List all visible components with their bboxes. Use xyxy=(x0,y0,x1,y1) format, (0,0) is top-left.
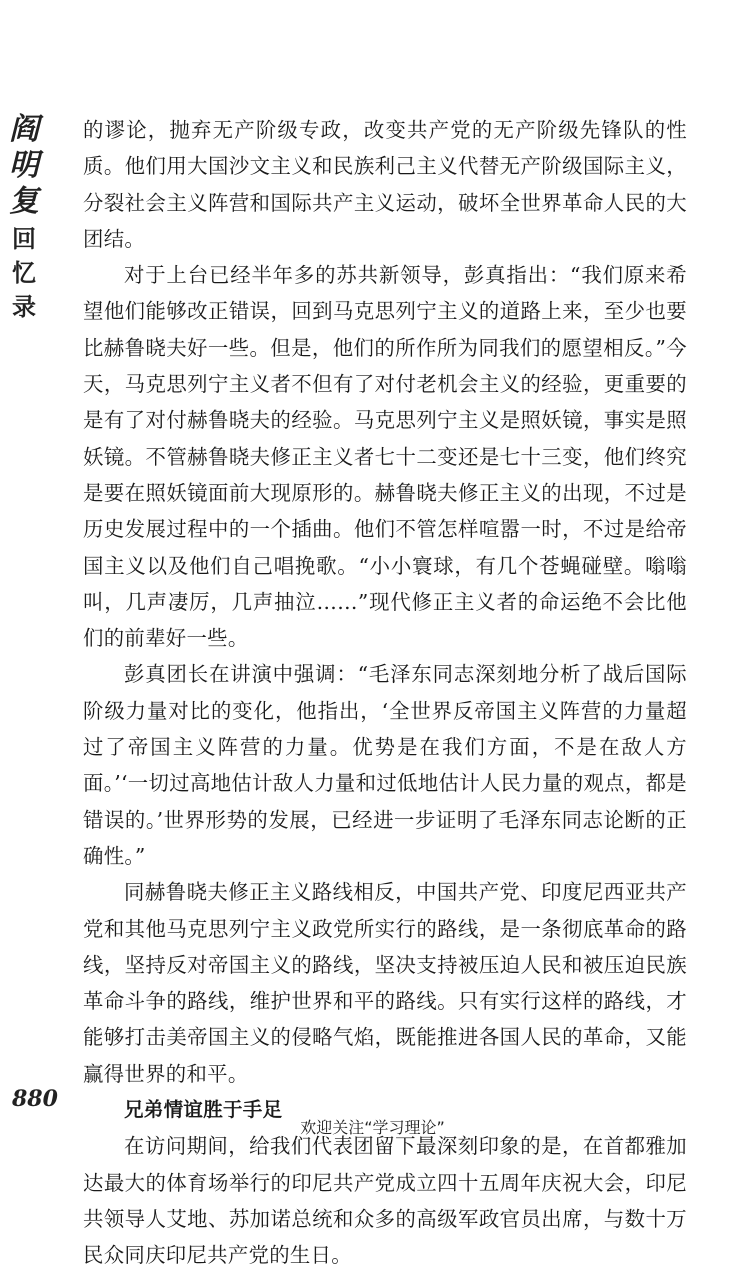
page-number: 880 xyxy=(12,1086,58,1112)
book-title-char: 回 xyxy=(12,225,36,253)
page-body xyxy=(83,112,687,1274)
paragraph: 的谬论，抛弃无产阶级专政，改变共产党的无产阶级先锋队的性质。他们用大国沙文主义和民族利己主义代替无产阶级国际主义，分裂社会主义阵营和国际共产主义运动，破坏全世界革命人民的大团结。 xyxy=(83,118,687,251)
footer-text: 欢迎关注“学习理论” xyxy=(300,1118,445,1137)
book-title-char: 忆 xyxy=(12,259,36,287)
book-title-char: 明 xyxy=(9,148,39,183)
book-title-char: 录 xyxy=(12,293,36,321)
book-title-vertical xyxy=(4,112,44,322)
section-heading: 兄弟情谊胜于手足 xyxy=(124,1098,283,1122)
paragraph: 对于上台已经半年多的苏共新领导，彭真指出：“我们原来希望他们能够改正错误，回到马克思列宁主义的道路上来，至少也要比赫鲁晓夫好一些。但是，他们的所作所为同我们的愿望相反。”今天，马克思列宁主义者不但有了对付老机会主义的经验，更重要的是有了对付赫鲁晓夫的经验。马克思列宁主义是照妖镜，事实是照妖镜。不管赫鲁晓夫修正主义者七十二变还是七十三变，他们终究是要在照妖镜面前大现原形的。赫鲁晓夫修正主义的出现，不过是历史发展过程中的一个插曲。他们不管怎样喧嚣一时，不过是给帝国主义以及他们自己唱挽歌。“小小寰球，有几个苍蝇碰壁。嗡嗡叫，几声凄厉，几声抽泣……”现代修正主义者的命运绝不会比他们的前辈好一些。 xyxy=(83,263,687,651)
paragraph: 同赫鲁晓夫修正主义路线相反，中国共产党、印度尼西亚共产党和其他马克思列宁主义政党所实行的路线，是一条彻底革命的路线，坚持反对帝国主义的路线，坚决支持被压迫人民和被压迫民族革命斗争的路线，维护世界和平的路线。只有实行这样的路线，才能够打击美帝国主义的侵略气焰，既能推进各国人民的革命，又能赢得世界的和平。 xyxy=(83,880,687,1086)
paragraph: 在访问期间，给我们代表团留下最深刻印象的是，在首都雅加达最大的体育场举行的印尼共产党成立四十五周年庆祝大会，印尼共领导人艾地、苏加诺总统和众多的高级军政官员出席，与数十万民众同庆印尼共产党的生日。 xyxy=(83,1134,687,1268)
paragraph: 彭真团长在讲演中强调：“毛泽东同志深刻地分析了战后国际阶级力量对比的变化，他指出，‘全世界反帝国主义阵营的力量超过了帝国主义阵营的力量。优势是在我们方面，不是在敌人方面。’‘一切过高地估计敌人力量和过低地估计人民力量的观点，都是错误的。’世界形势的发展，已经进一步证明了毛泽东同志论断的正确性。” xyxy=(83,662,687,868)
book-title-char: 阎 xyxy=(9,112,39,147)
book-title-char: 复 xyxy=(9,184,39,219)
